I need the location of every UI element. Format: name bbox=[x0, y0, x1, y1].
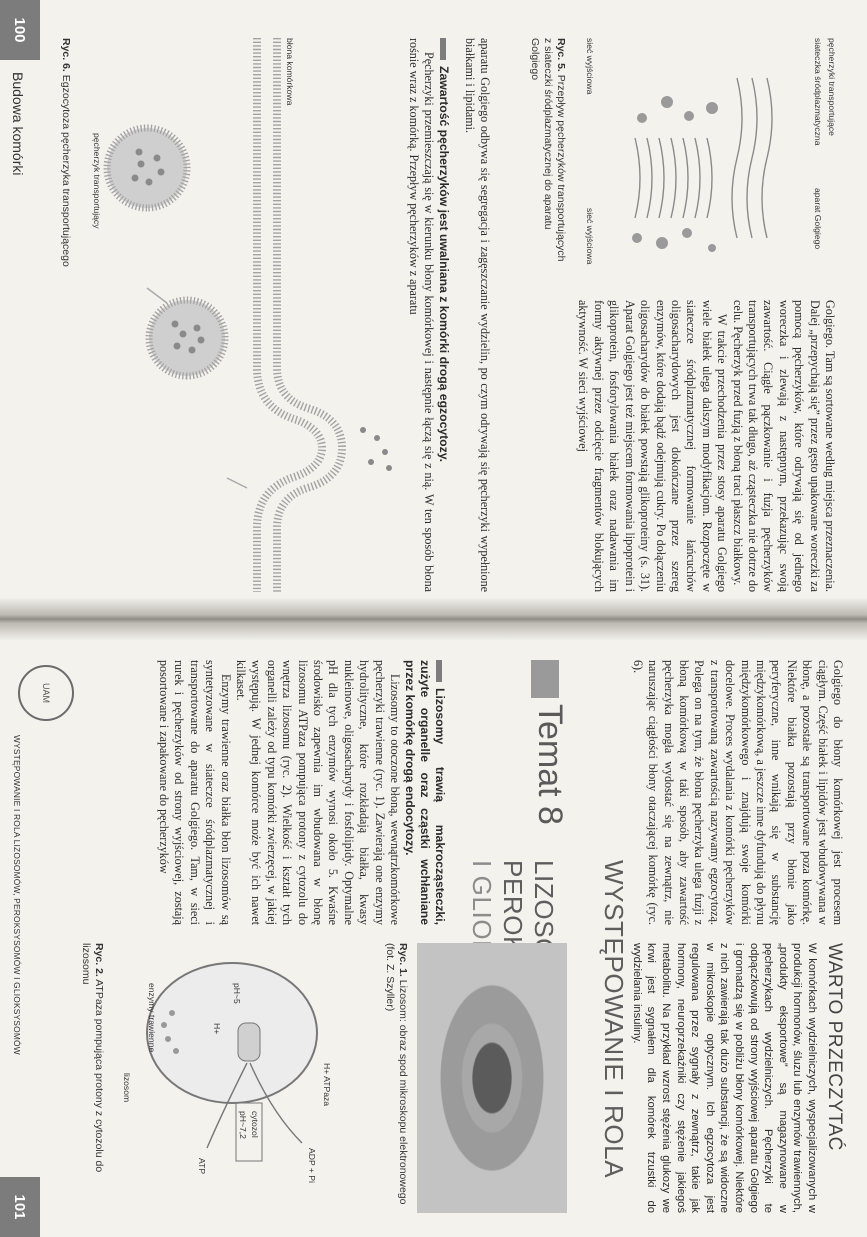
lysosome-column bbox=[156, 660, 448, 925]
worth-reading-title: WARTO PRZECZYTAĆ bbox=[824, 943, 845, 1151]
left-page bbox=[0, 0, 867, 612]
exocytosis-diagram bbox=[97, 38, 397, 592]
figure-1-photo bbox=[417, 943, 567, 1213]
left-page-fullwidth bbox=[405, 38, 492, 592]
label-transport-vesicle: pęcherzyk transportujący bbox=[92, 133, 102, 229]
right-footer bbox=[0, 625, 51, 1237]
paragraph: aparatu Golgiego odbywa się segregacja i zagęszczanie wydzielin, po czym odrywają się pęcherzyki wypełnione białkami i lipidami. bbox=[462, 38, 492, 592]
heading-marker bbox=[440, 38, 446, 60]
page-number-right: 101 bbox=[0, 1177, 40, 1237]
left-page-column bbox=[575, 300, 837, 592]
running-head-right: WYSTĘPOWANIE I ROLA LIZOSOMÓW, PEROKSYSOMÓW I GLIOKSYSOMÓW bbox=[12, 735, 22, 1055]
figure-6-caption bbox=[59, 38, 72, 438]
library-stamp: UAM bbox=[18, 665, 74, 721]
figure-1-number: Ryc. 1. bbox=[397, 943, 409, 977]
label-net-right: sieć wyjściowa bbox=[585, 208, 595, 265]
paragraph: Lizosomy to otoczone błoną, wewnątrzkomórkowe pęcherzyki trawienne (ryc. 1). Zawierają one enzymy hydrolityczne, które rozkładają białka, kwasy nukleinowe, oligosacharydy i fosfolipidy. Optymalne pH dla tych enzymów wynosi około 5. Kwaśne środowisko zapewnia im wbudowana w błonę lizosomu ATPaza pompująca protony z cytozolu do wnętrza lizosomu (ryc. 2). Wielkość i kształt tych organelli zależy od typu komórki zwierzęcej, w jakiej występują. W jednej komórce może być ich nawet kilkaset. bbox=[233, 660, 402, 925]
label-net-left: sieć wyjściowa bbox=[585, 38, 595, 95]
paragraph: Enzymy trawienne oraz białka błon lizosomów są syntetyzowane w siateczce śródplazmatycznej i transportowane do aparatu Golgiego. Tam, w sieci rurek i pęcherzyków od strony wyjściowej, zostają posortowane i zapakowane do pęcherzyków bbox=[156, 660, 233, 925]
figure-1-text: Lizosom: obraz spod mikroskopu elektronowego (fot. Z. Szyller) bbox=[384, 943, 409, 1205]
label-enzymes: enzymy trawienne bbox=[147, 983, 157, 1053]
paragraph: Golgiego do błony komórkowej jest procesem ciągłym. Część białek i lipidów jest wbudowywana w błonę, a pozostałe są transportowane poza komórkę. Niektóre białka pozostają przy błonie jako peryferyczne, inne wnikają się w substancję międzykomórkową, a jeszcze inne dyfundują do płynu międzykomórkowego i znajdują swoje komórki docelowe. Proces wydalania z komórki pęcherzyków z transportowaną zawartością nazywamy egzocytozą. Polega on na tym, że błona pęcherzyka ulega fuzji z błoną komórkową w taki sposób, aby zawartość pęcherzyka mogła wydostać się na zewnątrz, nie naruszając ciągłości błony otaczającej komórkę (ryc. 6). bbox=[630, 660, 845, 925]
figure-5-number: Ryc. 5. bbox=[555, 38, 567, 72]
figure-2-number: Ryc. 2. bbox=[93, 943, 105, 977]
figure-2-text: ATPaza pompująca protony z cytozolu do lizosomu bbox=[80, 943, 105, 1173]
figure-6-number: Ryc. 6. bbox=[60, 38, 72, 72]
figure-6-text: Egzocytoza pęcherzyka transportującego bbox=[60, 74, 72, 267]
label-hatpase: H+ ATPaza bbox=[322, 1063, 332, 1107]
label-ph72: pH~7,2 bbox=[238, 1111, 248, 1139]
figure-2-caption bbox=[79, 943, 105, 1213]
left-footer bbox=[0, 0, 40, 612]
label-cytozol: cytozol bbox=[250, 1111, 260, 1138]
figure-5-text: Przepływ pęcherzyków transportujących z siateczki śródplazmatycznej do aparatu Golgiego bbox=[529, 38, 567, 262]
running-head-left: Budowa komórki bbox=[10, 72, 26, 176]
golgi-diagram bbox=[597, 38, 807, 288]
label-adp: ADP + Pi bbox=[307, 1148, 317, 1183]
figure-6 bbox=[77, 38, 397, 592]
label-vesicles: pęcherzyki transportujące bbox=[827, 38, 837, 136]
label-reticulum: siateczka śródplazmatyczna bbox=[813, 38, 823, 146]
label-atp: ATP bbox=[197, 1158, 207, 1175]
label-golgi: aparat Golgiego bbox=[813, 188, 823, 250]
right-top-column bbox=[629, 660, 845, 925]
figure-5-caption bbox=[528, 38, 567, 268]
paragraph: Pęcherzyki przemieszczają się w kierunku błony komórkowej i następnie łączą się z nią. W ten sposób błona rośnie wraz z komórką. Przepływ pęcherzyków z aparatu bbox=[406, 38, 437, 592]
worth-reading-text: W komórkach wydzielniczych, wyspecjalizowanych w produkcji hormonów, śluzu lub enzymów trawiennych, „produkty eksportowe” są magazynowane w pęcherzykach wydzielniczych. Pęcherzyki te odpączkowują od strony wyjściowej aparatu Golgiego i gromadzą się w pobliżu błony komórkowej. Niektóre z nich zawierają tak dużo substancji, że są widoczne w mikroskopie optycznym. Ich egzocytoza jest regulowana przez sygnały z zewnątrz, takie jak hormony, neuroprzekaźniki czy stężenie jakiegoś metabolitu. Na przykład wzrost stężenia glukozy we krwi jest sygnałem dla komórek trzustki do wydzielania insuliny. bbox=[630, 943, 818, 1213]
lysosome-heading: Lizosomy trawią makrocząsteczki, zużyte organelle oraz cząstki wchłaniane przez komórkę drogą endocytozy. bbox=[403, 660, 447, 925]
page-number-left: 100 bbox=[0, 0, 40, 60]
label-membrane: błona komórkowa bbox=[285, 38, 295, 106]
heading-marker bbox=[436, 660, 442, 682]
right-page bbox=[0, 625, 867, 1237]
worth-reading-box bbox=[629, 943, 845, 1213]
label-ph5: pH~5 bbox=[232, 983, 242, 1004]
topic-line-1: WYSTĘPOWANIE I ROLA bbox=[599, 860, 629, 1179]
label-lysosome: lizosom bbox=[122, 1073, 132, 1103]
figure-2 bbox=[112, 943, 372, 1213]
figure-1-caption bbox=[383, 943, 409, 1213]
topic-number: Temat 8 bbox=[531, 704, 569, 825]
paragraph: W trakcie przechodzenia przez stosy aparatu Golgiego wiele białek ulega dalszym modyfikacjom. Rozpoczęte w siateczce śródplazmatycznej formowanie łańcuchów oligosacharydowych jest dokończane przez szereg enzymów, które dodają bądź odejmują cukry. Po dołączeniu oligosacharydów do białek powstają glikoproteiny (s. 31). Aparat Golgiego jest też miejscem formowania lipoprotein i glikoprotein, fosforylowania białek oraz nadawania im formy aktywnej przez odcięcie fragmentów blokujących aktywność. W sieci wyjściowej bbox=[576, 300, 730, 592]
section-heading: Zawartość pęcherzyków jest uwalniana z komórki drogą egzocytozy. bbox=[436, 38, 451, 592]
figure-5 bbox=[557, 38, 837, 288]
label-hplus: H+ bbox=[212, 1023, 222, 1035]
paragraph: Golgiego. Tam są sortowane według miejsca przeznaczenia. Dalej „przepychają się” przez gęsto upakowane woreczki za pomocą pęcherzyków, które odrywają się od jednego woreczka i zlewają z następnym, przekazując swoją zawartość. Ciągłe pączkowanie i fuzja pęcherzyków transportujących trwa tak długo, aż cząsteczka nie dotrze do celu. Pęcherzyk przed fuzją z błoną traci płaszcz białkowy. bbox=[730, 300, 837, 592]
